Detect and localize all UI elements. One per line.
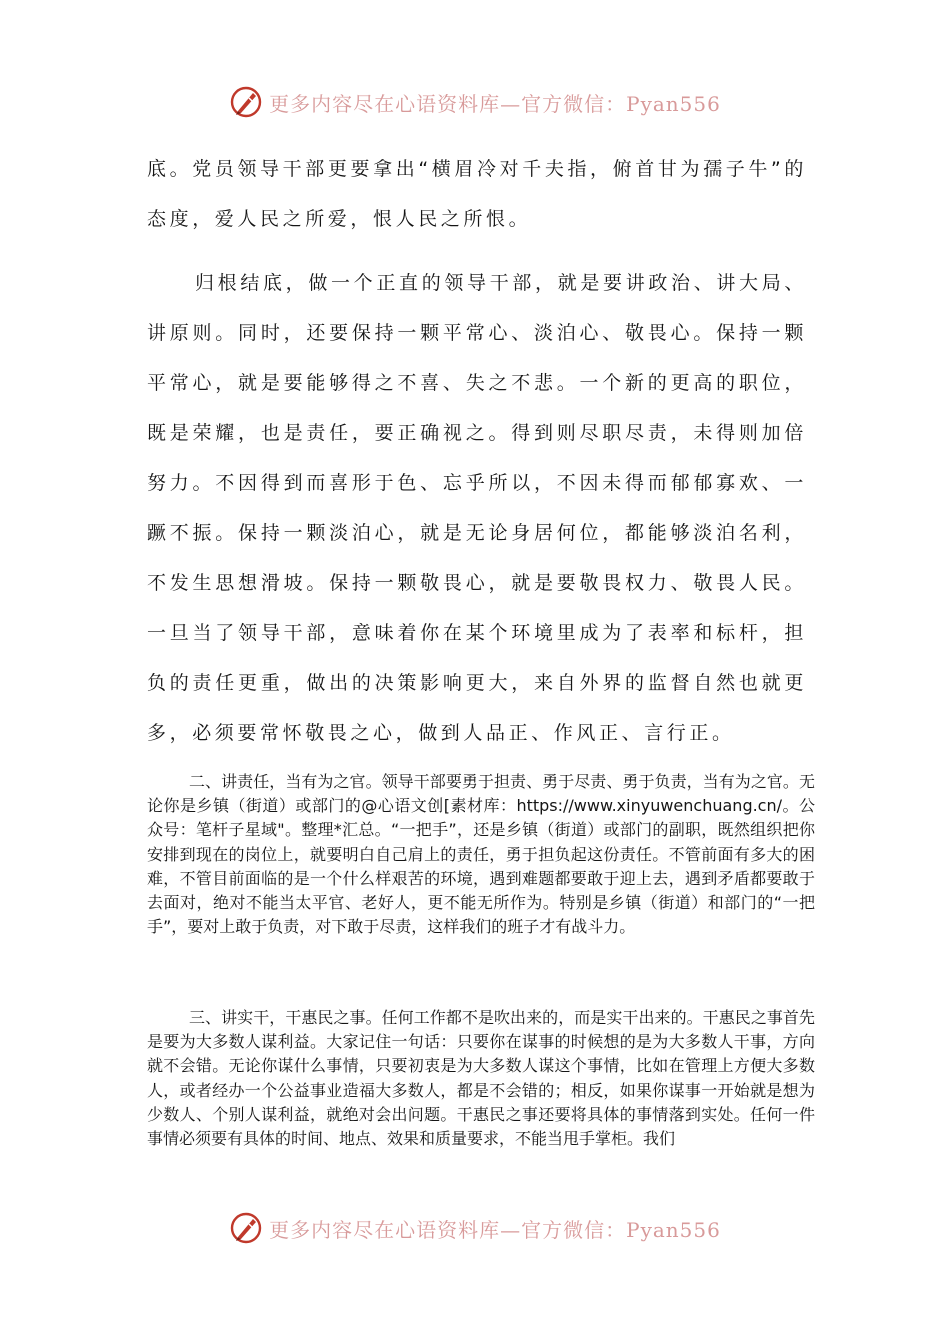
paragraph-continuation: 底。党员领导干部更要拿出“横眉冷对千夫指，俯首甘为孺子牛”的态度，爱人民之所爱，恨人民之所恨。 — [147, 158, 807, 230]
paragraph-conclusion: 归根结底，做一个正直的领导干部，就是要讲政治、讲大局、讲原则。同时，还要保持一颗平常心、淡泊心、敬畏心。保持一颗平常心，就是要能够得之不喜、失之不悲。一个新的更高的职位，既是荣耀，也是责任，要正确视之。得到则尽职尽责，未得则加倍努力。不因得到而喜形于色、忘乎所以，不因未得而郁郁寡欢、一蹶不振。保持一颗淡泊心，就是无论身居何位，都能够淡泊名利，不发生思想滑坡。保持一颗敬畏心，就是要敬畏权力、敬畏人民。一旦当了领导干部，意味着你在某个环境里成为了表率和标杆，担负的责任更重，做出的决策影响更大，来自外界的监督自然也就更多，必须要常怀敬畏之心，做到人品正、作风正、言行正。 — [147, 272, 807, 744]
pen-circle-logo-icon — [229, 1211, 263, 1245]
paragraph-section-two: 二、讲责任，当有为之官。领导干部要勇于担责、勇于尽责、勇于负责，当有为之官。无论你是乡镇（街道）或部门的@心语文创[素材库：https://www.xinyuwenchuang.cn/。公众号：笔杆子星域"。整理*汇总。“一把手”，还是乡镇（街道）或部门的副职，既然组织把你安排到现在的岗位上，就要明白自己肩上的责任，勇于担负起这份责任。不管前面有多大的困难，不管目前面临的是一个什么样艰苦的环境，遇到难题都要敢于迎上去，遇到矛盾都要敢于去面对，绝对不能当太平官、老好人，更不能无所作为。特别是乡镇（街道）和部门的“一把手”，要对上敢于负责，对下敢于尽责，这样我们的班子才有战斗力。 — [147, 772, 815, 937]
footer-banner-text: 更多内容尽在心语资料库—官方微信：Pyan556 — [269, 1217, 721, 1242]
footer-banner — [0, 1208, 950, 1248]
header-banner — [0, 82, 950, 122]
paragraph-section-three: 三、讲实干，干惠民之事。任何工作都不是吹出来的，而是实干出来的。干惠民之事首先是要为大多数人谋利益。大家记住一句话：只要你在谋事的时候想的是为大多数人干事，方向就不会错。无论你谋什么事情，只要初衷是为大多数人谋这个事情，比如在管理上方便大多数人，或者经办一个公益事业造福大多数人，都是不会错的；相反，如果你谋事一开始就是想为少数人、个别人谋利益，就绝对会出问题。干惠民之事还要将具体的事情落到实处。任何一件事情必须要有具体的时间、地点、效果和质量要求，不能当甩手掌柜。我们 — [147, 1008, 815, 1149]
header-banner-text: 更多内容尽在心语资料库—官方微信：Pyan556 — [269, 91, 721, 116]
pen-circle-logo-icon — [229, 85, 263, 119]
